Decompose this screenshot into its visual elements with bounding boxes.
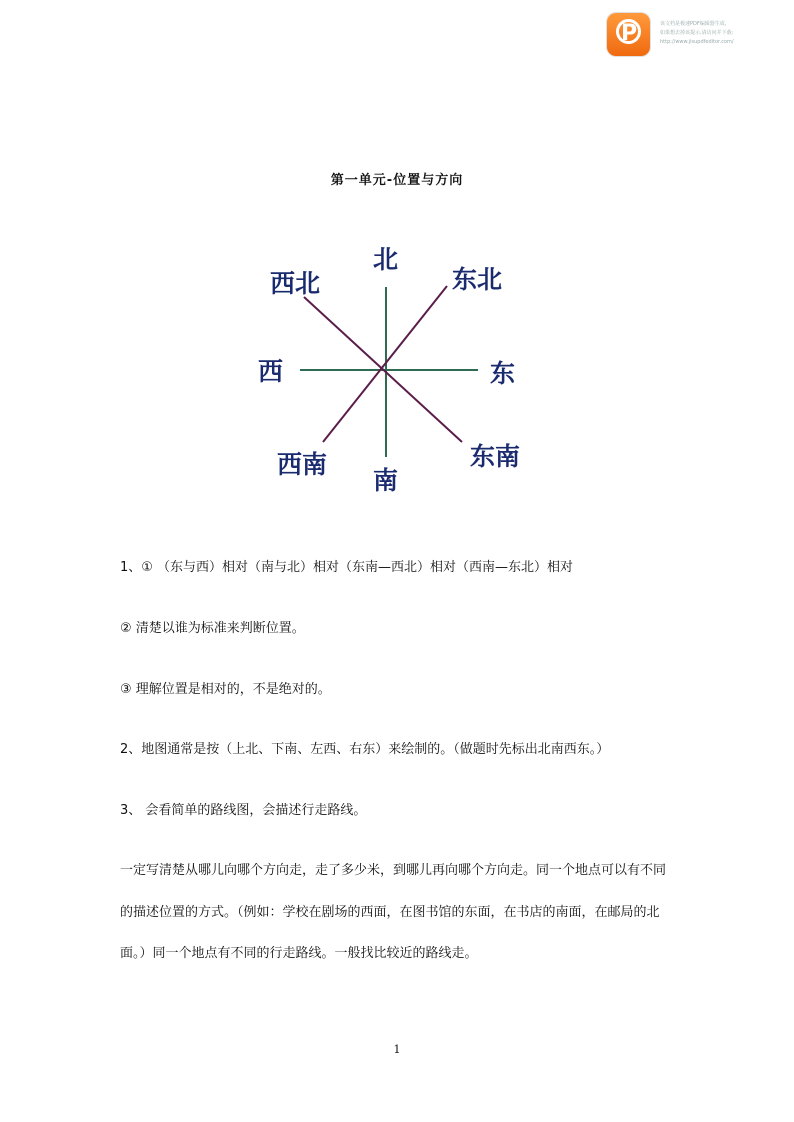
paragraph-body-line: 的描述位置的方式。（例如：学校在剧场的西面，在图书馆的东面，在书店的南面，在邮局的北 xyxy=(120,905,660,920)
paragraph-body-line: 一定写清楚从哪儿向哪个方向走，走了多少米，到哪儿再向哪个方向走。同一个地点可以有不同 xyxy=(120,863,667,878)
paragraph-item-2: 2、地图通常是按（上北、下南、左西、右东）来绘制的。（做题时先标出北南西东。） xyxy=(120,742,610,757)
paragraph-item-3: 3、 会看简单的路线图，会描述行走路线。 xyxy=(120,803,367,818)
label-northeast: 东北 xyxy=(452,265,503,294)
logo-letter: P xyxy=(621,21,638,46)
compass-diagram xyxy=(240,232,540,502)
label-north: 北 xyxy=(373,245,399,274)
watermark-line: http://www.jisupdfeditor.com/ xyxy=(660,39,734,45)
watermark-text xyxy=(660,20,790,47)
paragraph-item-1: 1、① （东与西）相对（南与北）相对（东南—西北）相对（西南—东北）相对 xyxy=(120,560,574,575)
label-east: 东 xyxy=(490,359,516,388)
label-west: 西 xyxy=(258,357,284,386)
page-number: 1 xyxy=(393,1043,401,1056)
label-southeast: 东南 xyxy=(470,442,521,471)
paragraph-body-line: 面。）同一个地点有不同的行走路线。一般找比较近的路线走。 xyxy=(120,946,478,961)
watermark-line: 如果想去掉该提示,请访问并下载: xyxy=(660,30,734,36)
label-northwest: 西北 xyxy=(270,269,321,298)
label-south: 南 xyxy=(373,466,399,495)
watermark-line: 该文档是极速PDF编辑器生成, xyxy=(660,21,727,27)
page-title: 第一单元-位置与方向 xyxy=(330,173,464,188)
label-southwest: 西南 xyxy=(277,450,328,479)
paragraph-item-1-3: ③ 理解位置是相对的，不是绝对的。 xyxy=(120,682,331,697)
pdf-editor-logo-icon xyxy=(607,13,650,56)
paragraph-item-1-2: ② 清楚以谁为标准来判断位置。 xyxy=(120,621,305,636)
